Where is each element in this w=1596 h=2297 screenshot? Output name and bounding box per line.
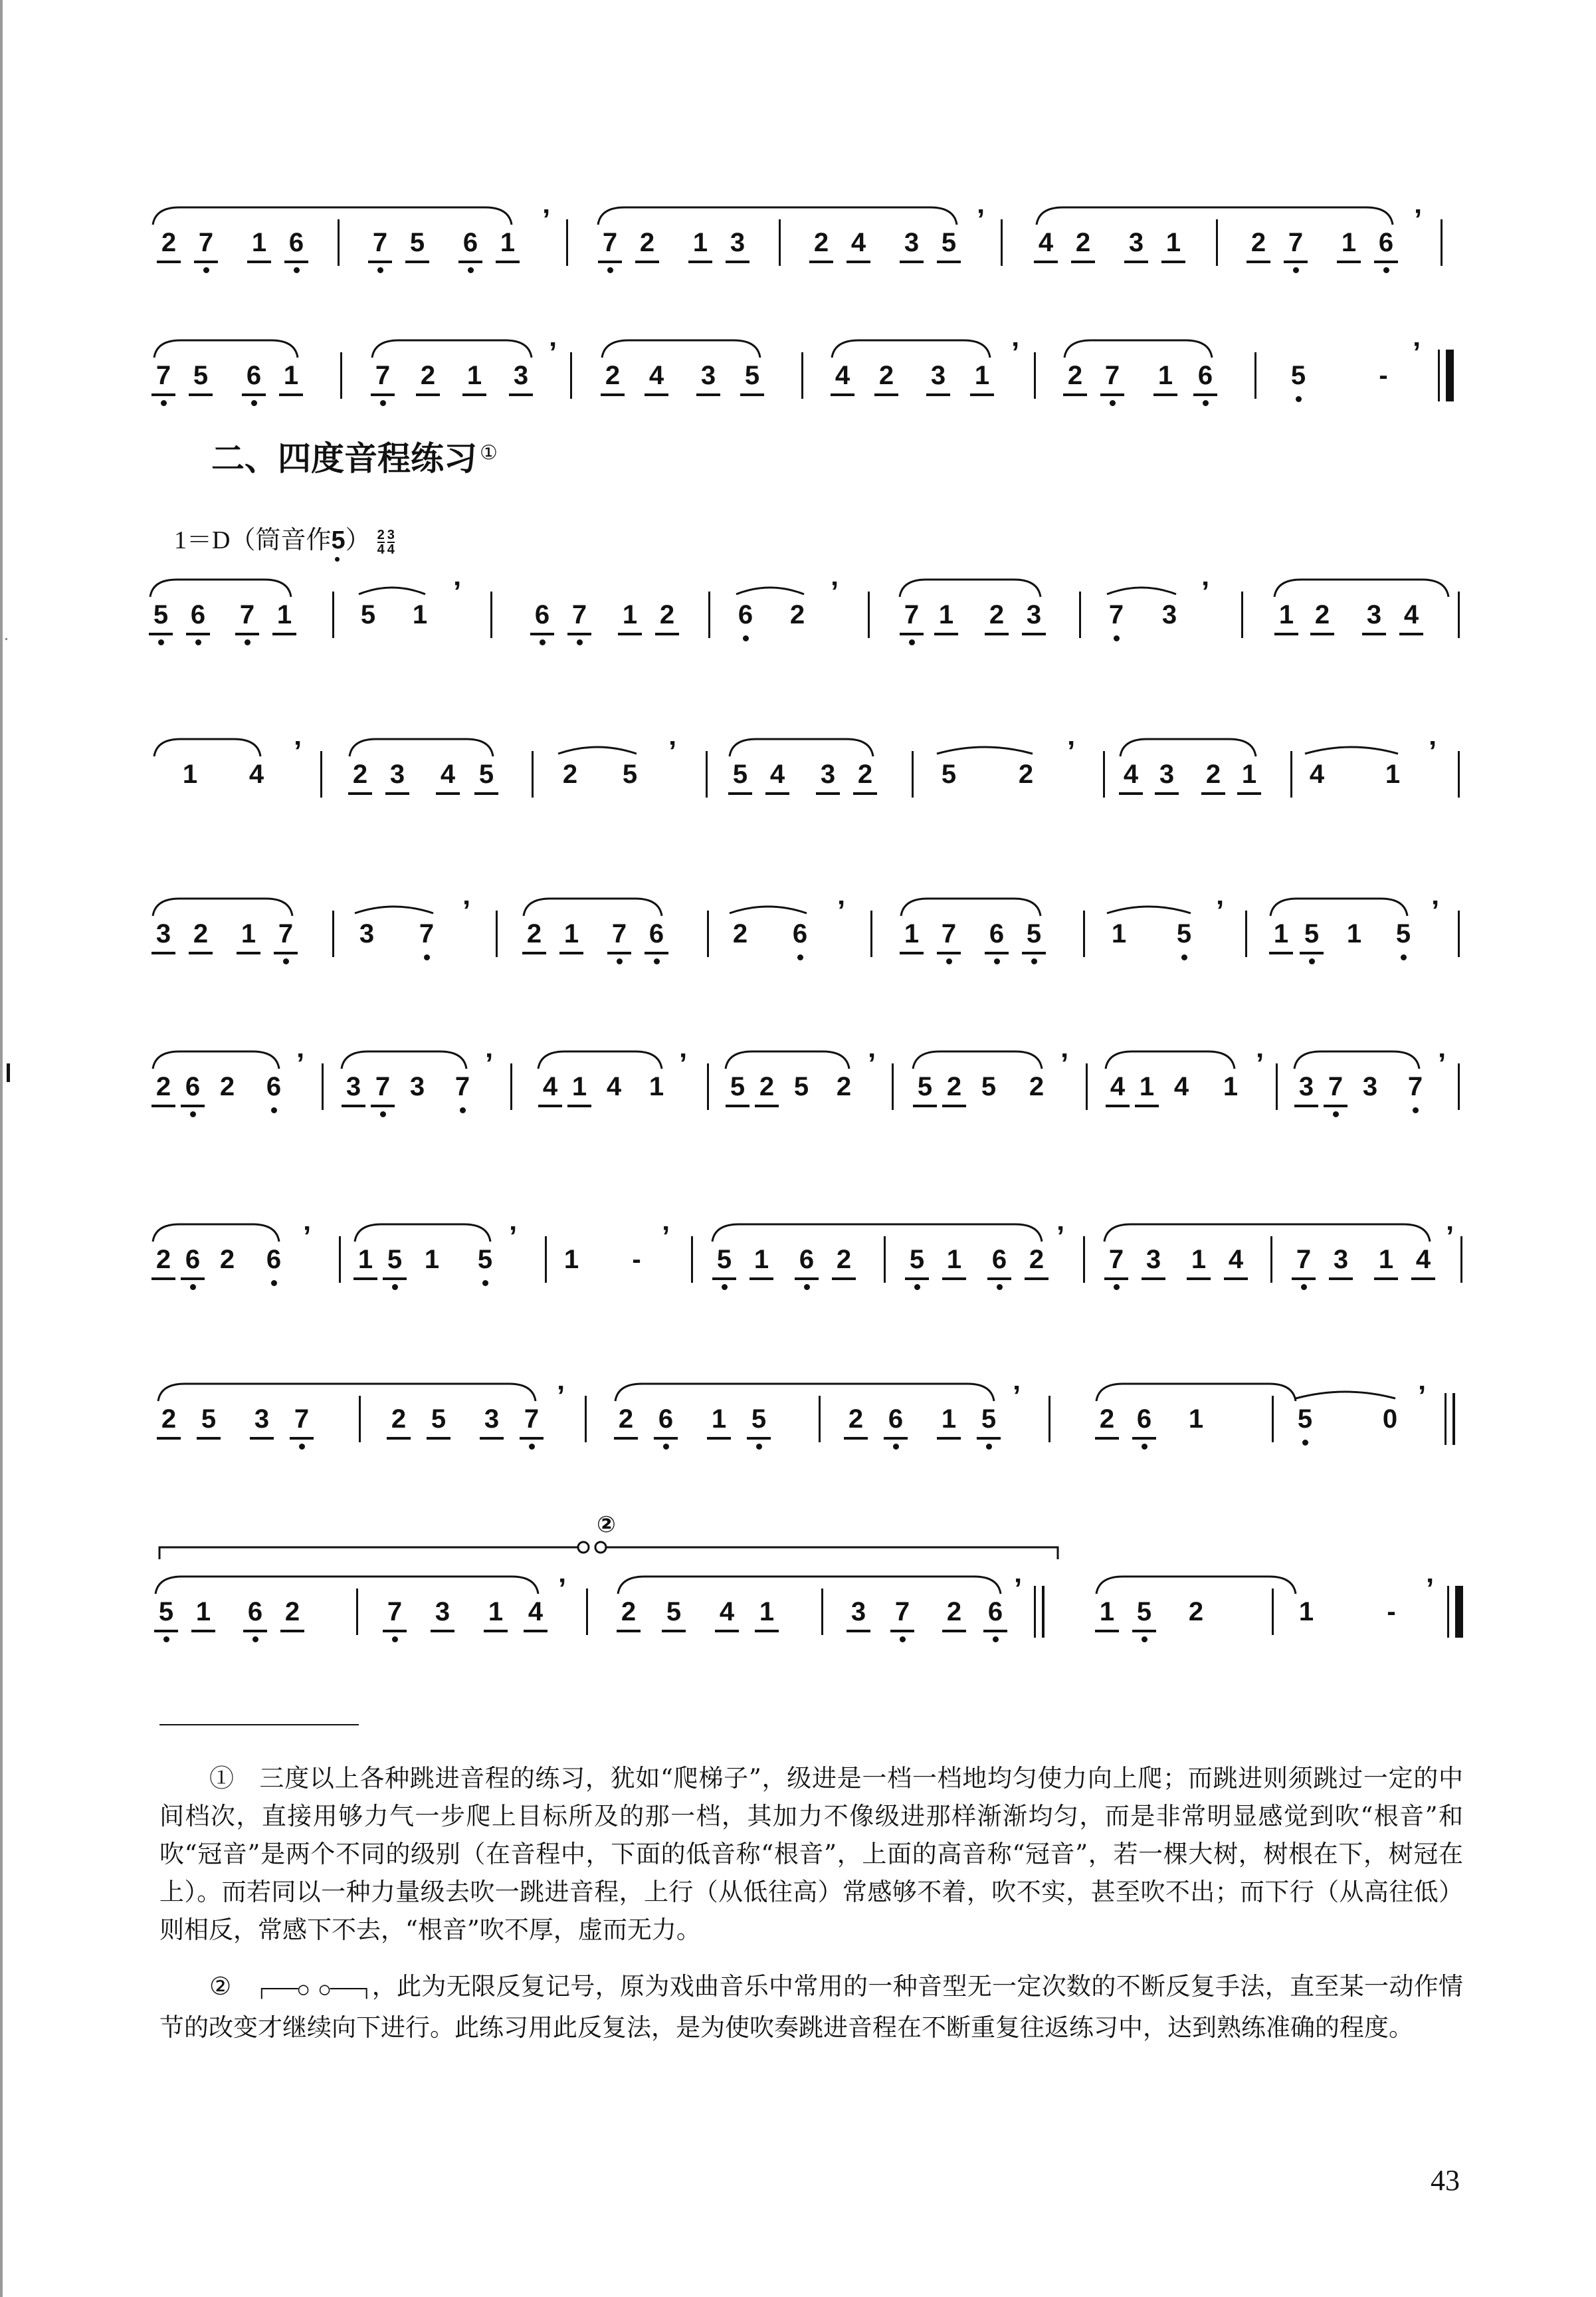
footnote-2 <box>159 1967 1463 2046</box>
time2-top: 3 <box>387 528 395 543</box>
note: 7 <box>198 228 214 257</box>
note: 4 <box>835 361 850 390</box>
time1-top: 2 <box>377 528 385 543</box>
note: 2 <box>420 361 436 390</box>
note: 1 <box>182 760 198 789</box>
note: 5 <box>793 1072 809 1101</box>
note: 5 <box>1176 919 1192 948</box>
note: 4 <box>528 1597 544 1626</box>
note: 4 <box>850 228 866 257</box>
extend-dash: - <box>632 1245 641 1274</box>
note: 3 <box>435 1597 450 1626</box>
note: 4 <box>249 760 264 789</box>
note: 2 <box>836 1245 852 1274</box>
note: 6 <box>185 1072 201 1101</box>
time1-bottom: 4 <box>377 542 385 558</box>
note: 2 <box>1188 1597 1204 1626</box>
note: 2 <box>639 228 655 257</box>
footnote-2-text: ，此为无限反复记号，原为戏曲音乐中常用的一种音型无一定次数的不断反复手法，直至某一动作情节的改变才继续向下进行。此练习用此反复法，是为使吹奏跳进音程在不断重复往返练习中，达到熟练准确的程度。 <box>159 1972 1464 2042</box>
note: 7 <box>375 1072 391 1101</box>
footnote-2-mark: ② <box>209 1972 232 2001</box>
note: 4 <box>1228 1245 1244 1274</box>
note: 2 <box>352 760 368 789</box>
note: 7 <box>294 1404 310 1434</box>
breath-mark: ’ <box>831 576 839 608</box>
note: 4 <box>719 1597 735 1626</box>
note: 2 <box>161 1404 177 1434</box>
note: 6 <box>991 1245 1007 1274</box>
note: 2 <box>219 1072 235 1101</box>
note: 7 <box>1108 600 1124 629</box>
note: 7 <box>387 1597 403 1626</box>
note: 3 <box>904 228 920 257</box>
note: 1 <box>711 1404 727 1434</box>
note: 6 <box>246 361 262 390</box>
note: 3 <box>730 228 746 257</box>
note: 6 <box>648 919 664 948</box>
note: 6 <box>792 919 808 948</box>
note: 7 <box>894 1597 910 1626</box>
repeat-marker: ② <box>597 1511 616 1538</box>
note: 1 <box>1298 1597 1314 1626</box>
breath-mark: ’ <box>1446 1220 1454 1253</box>
note: 1 <box>571 1072 587 1101</box>
breath-mark: ’ <box>294 735 302 768</box>
note: 1 <box>466 361 482 390</box>
note: 7 <box>1288 228 1304 257</box>
note: 1 <box>648 1072 664 1101</box>
note: 2 <box>621 1597 637 1626</box>
breath-mark: ’ <box>542 203 551 236</box>
note: 3 <box>409 1072 425 1101</box>
note: 2 <box>284 1597 300 1626</box>
note: 5 <box>981 1072 997 1101</box>
note: 7 <box>1328 1072 1344 1101</box>
note: 5 <box>666 1597 682 1626</box>
key-suffix: ） <box>345 526 371 554</box>
note: 1 <box>1157 361 1173 390</box>
note: 1 <box>1223 1072 1239 1101</box>
note: 4 <box>769 760 785 789</box>
note: 2 <box>1250 228 1266 257</box>
breath-mark: ’ <box>549 336 557 369</box>
note: 5 <box>941 760 957 789</box>
note: 2 <box>659 600 675 629</box>
breath-mark: ’ <box>679 1047 688 1080</box>
note: 1 <box>1378 1245 1394 1274</box>
note: 7 <box>1108 1245 1124 1274</box>
note: 5 <box>1290 361 1306 390</box>
note: 5 <box>716 1245 732 1274</box>
note: 5 <box>622 760 638 789</box>
note: 7 <box>602 228 618 257</box>
note: 7 <box>571 600 587 629</box>
extend-dash: - <box>1387 1597 1396 1626</box>
note: 2 <box>857 760 873 789</box>
note: 1 <box>622 600 638 629</box>
note: 5 <box>431 1404 447 1434</box>
breath-mark: ’ <box>1011 336 1020 369</box>
breath-mark: ’ <box>1056 1220 1065 1253</box>
note: 3 <box>1366 600 1382 629</box>
breath-mark: ’ <box>509 1220 518 1253</box>
note: 7 <box>372 228 388 257</box>
note: 1 <box>753 1245 769 1274</box>
note: 5 <box>477 1245 493 1274</box>
note: 2 <box>759 1072 775 1101</box>
breath-mark: ’ <box>558 1573 567 1605</box>
note: 6 <box>1136 1404 1152 1434</box>
breath-mark: ’ <box>1014 1573 1023 1605</box>
note: 2 <box>1099 1404 1115 1434</box>
note: 1 <box>563 1245 579 1274</box>
note: 1 <box>195 1597 211 1626</box>
note: 1 <box>904 919 920 948</box>
note: 3 <box>1146 1245 1161 1274</box>
note: 2 <box>193 919 209 948</box>
note: 6 <box>266 1245 282 1274</box>
note: 2 <box>1314 600 1330 629</box>
breath-mark: ’ <box>668 735 677 768</box>
breath-mark: ’ <box>1216 895 1225 927</box>
breath-mark: ’ <box>1426 1573 1435 1605</box>
note: 5 <box>360 600 376 629</box>
note: 4 <box>1403 600 1419 629</box>
note: 5 <box>409 228 425 257</box>
note: 2 <box>1029 1245 1045 1274</box>
note: 3 <box>389 760 405 789</box>
note: 6 <box>534 600 550 629</box>
note: 6 <box>247 1597 263 1626</box>
note: 1 <box>938 600 954 629</box>
note: 1 <box>251 228 267 257</box>
note: 1 <box>1385 760 1401 789</box>
note: 2 <box>946 1072 962 1101</box>
note: 1 <box>276 600 292 629</box>
note: 2 <box>1067 361 1083 390</box>
breath-mark: ’ <box>837 895 846 927</box>
note: 7 <box>375 361 391 390</box>
note: 1 <box>283 361 299 390</box>
footnote-rule <box>159 1724 359 1725</box>
note: 6 <box>190 600 206 629</box>
note: 5 <box>981 1404 997 1434</box>
footnote-1-mark: ① <box>209 1764 235 1793</box>
page-number: 43 <box>1431 2164 1460 2197</box>
note: 2 <box>1205 760 1221 789</box>
note: 2 <box>1075 228 1091 257</box>
note: 6 <box>989 919 1005 948</box>
note: 3 <box>1298 1072 1314 1101</box>
note: 1 <box>241 919 256 948</box>
note: 3 <box>1333 1245 1349 1274</box>
note: 2 <box>1029 1072 1045 1101</box>
note: 7 <box>904 600 920 629</box>
note: 4 <box>1309 760 1325 789</box>
breath-mark: ’ <box>1201 576 1210 608</box>
note: 2 <box>789 600 805 629</box>
note: 3 <box>254 1404 270 1434</box>
note: 4 <box>1173 1072 1189 1101</box>
note: 4 <box>648 361 664 390</box>
breath-mark: ’ <box>1418 1380 1427 1412</box>
breath-mark: ’ <box>1256 1047 1264 1080</box>
note: 7 <box>524 1404 540 1434</box>
note: 4 <box>1110 1072 1126 1101</box>
note: 2 <box>155 1072 171 1101</box>
note: 2 <box>526 919 542 948</box>
breath-mark: ’ <box>1438 1047 1446 1080</box>
key-tone: 5 <box>331 524 345 557</box>
note: 1 <box>692 228 708 257</box>
note: 5 <box>478 760 494 789</box>
note: 5 <box>1304 919 1320 948</box>
note: 5 <box>158 1597 174 1626</box>
note: 1 <box>1191 1245 1207 1274</box>
note: 2 <box>848 1404 864 1434</box>
note: 4 <box>440 760 456 789</box>
note: 6 <box>288 228 304 257</box>
note: 5 <box>917 1072 933 1101</box>
note: 5 <box>193 361 209 390</box>
note: 2 <box>219 1245 235 1274</box>
note: 6 <box>266 1072 282 1101</box>
note: 1 <box>1341 228 1357 257</box>
note: 3 <box>155 919 171 948</box>
note: 1 <box>1273 919 1289 948</box>
breath-mark: ’ <box>1067 735 1076 768</box>
note: 1 <box>1278 600 1294 629</box>
note: 4 <box>1038 228 1054 257</box>
time2-bottom: 4 <box>387 542 395 558</box>
note: 4 <box>542 1072 558 1101</box>
note: 6 <box>738 600 753 629</box>
note: 1 <box>1111 919 1127 948</box>
note: 3 <box>1161 600 1177 629</box>
note: 1 <box>357 1245 373 1274</box>
footnote-2-symbol: ┌───○ ○───┐ <box>256 1979 372 1999</box>
footnote-1 <box>159 1759 1463 1949</box>
note: 7 <box>155 361 171 390</box>
note: 7 <box>1104 361 1120 390</box>
note: 2 <box>836 1072 852 1101</box>
note: 3 <box>1159 760 1175 789</box>
note: 2 <box>605 361 621 390</box>
note: 2 <box>732 919 748 948</box>
note: 2 <box>618 1404 634 1434</box>
note: 6 <box>799 1245 815 1274</box>
note: 2 <box>161 228 177 257</box>
note: 6 <box>888 1404 904 1434</box>
breath-mark: ’ <box>485 1047 494 1080</box>
breath-mark: ’ <box>462 895 471 927</box>
note: 1 <box>1139 1072 1155 1101</box>
breath-mark: ’ <box>303 1220 312 1253</box>
note: 3 <box>1362 1072 1378 1101</box>
note: 3 <box>700 361 716 390</box>
note: 1 <box>424 1245 440 1274</box>
note: 3 <box>359 919 375 948</box>
footnote-1-text: 三度以上各种跳进音程的练习，犹如“爬梯子”，级进是一档一档地均匀使力向上爬；而跳进则须跳过一定的中间档次，直接用够力气一步爬上目标所及的那一档，其加力不像级进那样渐渐均匀，而是非常明显感觉到吹“根音”和吹“冠音”是两个不同的级别（在音程中，下面的低音称“根音”，上面的高音称“冠音”，若一棵大树，树根在下，树冠在上）。而若同以一种力量级去吹一跳进音程，上行（从低往高）常感够不着，吹不实，甚至吹不出；而下行（从高往低）则相反，常感下不去，“根音”吹不厚，虚而无力。 <box>159 1764 1464 1944</box>
breath-mark: ’ <box>1429 735 1437 768</box>
note: 1 <box>941 1404 957 1434</box>
note: 3 <box>513 361 529 390</box>
note: 1 <box>1346 919 1362 948</box>
note: 1 <box>1165 228 1181 257</box>
note: 1 <box>563 919 579 948</box>
note: 7 <box>611 919 627 948</box>
note: 1 <box>946 1245 962 1274</box>
note: 3 <box>1026 600 1042 629</box>
note: 7 <box>278 919 294 948</box>
section-title-text: 二、四度音程练习 <box>211 440 477 477</box>
note: 6 <box>462 228 478 257</box>
note: 7 <box>1296 1245 1312 1274</box>
note: 7 <box>941 919 957 948</box>
breath-mark: ’ <box>453 576 462 608</box>
note: 5 <box>1026 919 1042 948</box>
note: 1 <box>412 600 428 629</box>
note: 2 <box>1018 760 1034 789</box>
note: 3 <box>1128 228 1144 257</box>
note: 5 <box>732 760 748 789</box>
note: 6 <box>1378 228 1394 257</box>
note: 2 <box>878 361 894 390</box>
note: 3 <box>930 361 946 390</box>
breath-mark: ’ <box>977 203 985 236</box>
note: 1 <box>1241 760 1257 789</box>
breath-mark: ’ <box>1413 336 1421 369</box>
note: 6 <box>1197 361 1213 390</box>
breath-mark: ’ <box>557 1380 565 1412</box>
note: 5 <box>730 1072 746 1101</box>
note: 5 <box>153 600 169 629</box>
note: 1 <box>500 228 516 257</box>
note: 2 <box>155 1245 171 1274</box>
note: 1 <box>1188 1404 1204 1434</box>
note: 5 <box>1136 1597 1152 1626</box>
note: 7 <box>1407 1072 1423 1101</box>
breath-mark: ’ <box>1431 895 1440 927</box>
note: 5 <box>201 1404 217 1434</box>
breath-mark: ’ <box>1013 1380 1021 1412</box>
note: 7 <box>239 600 255 629</box>
note: 6 <box>658 1404 674 1434</box>
note: 2 <box>562 760 578 789</box>
note: 5 <box>751 1404 767 1434</box>
note: 2 <box>946 1597 962 1626</box>
note: 2 <box>813 228 829 257</box>
note: 6 <box>185 1245 201 1274</box>
note: 7 <box>454 1072 470 1101</box>
note: 3 <box>484 1404 500 1434</box>
note: 7 <box>419 919 435 948</box>
note: 3 <box>820 760 836 789</box>
note: 1 <box>1099 1597 1115 1626</box>
note: 5 <box>744 361 760 390</box>
note: 5 <box>941 228 957 257</box>
note: 5 <box>387 1245 403 1274</box>
note: 6 <box>987 1597 1003 1626</box>
note: 1 <box>759 1597 775 1626</box>
note: 1 <box>488 1597 504 1626</box>
note: 4 <box>1415 1245 1431 1274</box>
note: 4 <box>606 1072 622 1101</box>
breath-mark: ’ <box>868 1047 876 1080</box>
extend-dash: - <box>1379 361 1388 390</box>
note: 0 <box>1382 1404 1398 1434</box>
breath-mark: ’ <box>662 1220 670 1253</box>
breath-mark: ’ <box>1414 203 1423 236</box>
note: 5 <box>1297 1404 1313 1434</box>
footnote-ref: ① <box>480 442 498 464</box>
note: 2 <box>989 600 1005 629</box>
breath-mark: ’ <box>1060 1047 1069 1080</box>
breath-mark: ’ <box>296 1047 305 1080</box>
note: 3 <box>346 1072 361 1101</box>
note: 5 <box>909 1245 925 1274</box>
note: 1 <box>974 361 990 390</box>
note: 5 <box>1395 919 1411 948</box>
note: 2 <box>391 1404 407 1434</box>
note: 4 <box>1123 760 1139 789</box>
note: 3 <box>850 1597 866 1626</box>
key-prefix: 1＝D（筒音作 <box>174 526 332 554</box>
